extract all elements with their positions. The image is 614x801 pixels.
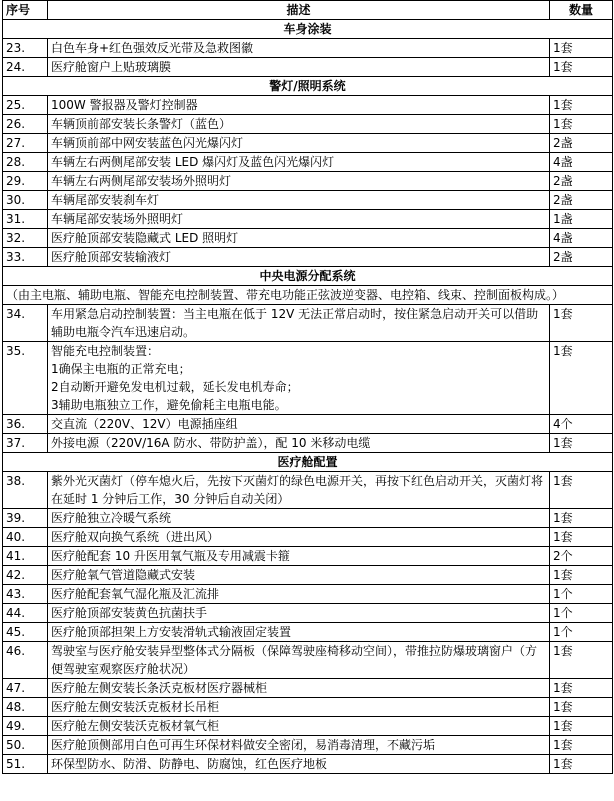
item-description <box>48 210 550 229</box>
section-title: 车身涂装 <box>3 20 613 39</box>
table-row <box>3 210 613 229</box>
table-row <box>3 134 613 153</box>
item-quantity: 4个 <box>550 415 613 434</box>
description-line: 医疗舱窗户上贴玻璃膜 <box>51 60 172 74</box>
description-line: 交直流（220V、12V）电源插座组 <box>51 417 238 431</box>
description-line: 车辆尾部安装刹车灯 <box>51 193 160 207</box>
table-row <box>3 58 613 77</box>
table-row <box>3 755 613 774</box>
item-number: 38. <box>3 472 48 509</box>
section-header-row <box>3 453 613 472</box>
description-line: 外接电源（220V/16A 防水、带防护盖），配 10 米移动电缆 <box>51 436 371 450</box>
equipment-spec-table <box>2 0 613 774</box>
item-description <box>48 623 550 642</box>
item-number: 32. <box>3 229 48 248</box>
item-description <box>48 604 550 623</box>
description-line: 车用紧急启动控制装置：当主电瓶在低于 12V 无法正常启动时，按住紧急启动开关可以借助辅助电瓶令汽车迅速启动。 <box>51 307 539 339</box>
description-line: 车辆顶前部安装长条警灯（蓝色） <box>51 117 232 131</box>
item-description <box>48 248 550 267</box>
table-row <box>3 229 613 248</box>
description-line: 2自动断开避免发电机过载，延长发电机寿命； <box>51 380 299 394</box>
table-row <box>3 39 613 58</box>
item-number: 29. <box>3 172 48 191</box>
table-row <box>3 528 613 547</box>
item-quantity: 1个 <box>550 623 613 642</box>
description-line: 医疗舱左侧安装沃克板材长吊柜 <box>51 700 220 714</box>
item-quantity: 1套 <box>550 96 613 115</box>
description-line: 车辆左右两侧尾部安装 LED 爆闪灯及蓝色闪光爆闪灯 <box>51 155 335 169</box>
table-row <box>3 342 613 415</box>
description-line: 紫外光灭菌灯（停车熄火后，先按下灭菌灯的绿色电源开关，再按下红色启动开关，灭菌灯将在延时 1 分钟后工作，30 分钟后自动关闭） <box>51 474 544 506</box>
item-description <box>48 153 550 172</box>
table-row <box>3 434 613 453</box>
item-quantity: 1套 <box>550 698 613 717</box>
item-description <box>48 172 550 191</box>
table-body <box>3 20 613 774</box>
item-description <box>48 509 550 528</box>
description-line: 医疗舱独立冷暖气系统 <box>51 511 172 525</box>
item-number: 26. <box>3 115 48 134</box>
item-number: 28. <box>3 153 48 172</box>
table-row <box>3 415 613 434</box>
description-line: 白色车身+红色强效反光带及急救图徽 <box>51 41 254 55</box>
item-description <box>48 472 550 509</box>
header-desc: 描述 <box>48 1 550 20</box>
table-row <box>3 153 613 172</box>
item-description <box>48 434 550 453</box>
table-row <box>3 115 613 134</box>
item-description <box>48 566 550 585</box>
section-header-row <box>3 77 613 96</box>
item-quantity: 1盏 <box>550 210 613 229</box>
item-number: 25. <box>3 96 48 115</box>
item-quantity: 2个 <box>550 547 613 566</box>
item-description <box>48 736 550 755</box>
table-header-row <box>3 1 613 20</box>
table-row <box>3 96 613 115</box>
item-number: 45. <box>3 623 48 642</box>
item-quantity: 1套 <box>550 472 613 509</box>
item-quantity: 1套 <box>550 566 613 585</box>
item-quantity: 1套 <box>550 342 613 415</box>
item-quantity: 2盏 <box>550 248 613 267</box>
table-row <box>3 191 613 210</box>
table-row <box>3 623 613 642</box>
description-line: 车辆左右两侧尾部安装场外照明灯 <box>51 174 232 188</box>
description-line: 驾驶室与医疗舱安装异型整体式分隔板（保障驾驶座椅移动空间），带推拉防爆玻璃窗户（方便驾驶室观察医疗舱状况） <box>51 644 538 676</box>
table-row <box>3 679 613 698</box>
table-row <box>3 698 613 717</box>
description-line: 3辅助电瓶独立工作，避免偷耗主电瓶电能。 <box>51 398 287 412</box>
table-row <box>3 172 613 191</box>
item-description <box>48 191 550 210</box>
table-row <box>3 547 613 566</box>
section-note-row <box>3 286 613 305</box>
item-quantity: 1个 <box>550 604 613 623</box>
item-number: 39. <box>3 509 48 528</box>
table-row <box>3 509 613 528</box>
table-row <box>3 472 613 509</box>
item-description <box>48 717 550 736</box>
table-row <box>3 642 613 679</box>
item-quantity: 1套 <box>550 717 613 736</box>
item-number: 41. <box>3 547 48 566</box>
item-number: 36. <box>3 415 48 434</box>
item-quantity: 2盏 <box>550 191 613 210</box>
item-description <box>48 96 550 115</box>
item-number: 23. <box>3 39 48 58</box>
item-quantity: 1套 <box>550 305 613 342</box>
item-number: 50. <box>3 736 48 755</box>
description-line: 医疗舱左侧安装长条沃克板材医疗器械柜 <box>51 681 268 695</box>
description-line: 1确保主电瓶的正常充电； <box>51 362 191 376</box>
description-line: 医疗舱顶部安装输液灯 <box>51 250 172 264</box>
item-description <box>48 134 550 153</box>
item-number: 35. <box>3 342 48 415</box>
item-description <box>48 305 550 342</box>
item-description <box>48 39 550 58</box>
section-title: 医疗舱配置 <box>3 453 613 472</box>
item-number: 30. <box>3 191 48 210</box>
item-number: 33. <box>3 248 48 267</box>
table-row <box>3 248 613 267</box>
item-description <box>48 642 550 679</box>
description-line: 医疗舱双向换气系统（进出风） <box>51 530 220 544</box>
item-number: 34. <box>3 305 48 342</box>
description-line: 医疗舱顶侧部用白色可再生环保材料做安全密闭，易消毒清理，不藏污垢 <box>51 738 436 752</box>
table-row <box>3 736 613 755</box>
description-line: 医疗舱顶部安装隐藏式 LED 照明灯 <box>51 231 239 245</box>
item-quantity: 1套 <box>550 509 613 528</box>
item-quantity: 1套 <box>550 679 613 698</box>
item-quantity: 1套 <box>550 755 613 774</box>
description-line: 智能充电控制装置： <box>51 344 160 358</box>
item-quantity: 2盏 <box>550 172 613 191</box>
item-number: 27. <box>3 134 48 153</box>
table-row <box>3 566 613 585</box>
description-line: 医疗舱配套 10 升医用氧气瓶及专用减震卡箍 <box>51 549 290 563</box>
item-description <box>48 528 550 547</box>
item-description <box>48 585 550 604</box>
item-quantity: 4盏 <box>550 229 613 248</box>
table-row <box>3 585 613 604</box>
table-row <box>3 305 613 342</box>
description-line: 医疗舱配套氧气湿化瓶及汇流排 <box>51 587 220 601</box>
item-number: 37. <box>3 434 48 453</box>
description-line: 环保型防水、防滑、防静电、防腐蚀，红色医疗地板 <box>51 757 328 771</box>
item-quantity: 1套 <box>550 39 613 58</box>
item-quantity: 4盏 <box>550 153 613 172</box>
item-description <box>48 229 550 248</box>
section-header-row <box>3 20 613 39</box>
item-description <box>48 679 550 698</box>
header-qty: 数量 <box>550 1 613 20</box>
description-line: 车辆顶前部中网安装蓝色闪光爆闪灯 <box>51 136 244 150</box>
item-quantity: 1套 <box>550 434 613 453</box>
section-note: （由主电瓶、辅助电瓶、智能充电控制装置、带充电功能正弦波逆变器、电控箱、线束、控制面板构成。） <box>3 286 613 305</box>
item-description <box>48 342 550 415</box>
section-title: 警灯/照明系统 <box>3 77 613 96</box>
item-description <box>48 547 550 566</box>
item-quantity: 1套 <box>550 528 613 547</box>
description-line: 医疗舱顶部安装黄色抗菌扶手 <box>51 606 208 620</box>
item-number: 24. <box>3 58 48 77</box>
item-number: 42. <box>3 566 48 585</box>
item-number: 48. <box>3 698 48 717</box>
item-number: 44. <box>3 604 48 623</box>
item-description <box>48 755 550 774</box>
item-quantity: 2盏 <box>550 134 613 153</box>
item-description <box>48 58 550 77</box>
item-number: 47. <box>3 679 48 698</box>
item-description <box>48 698 550 717</box>
section-header-row <box>3 267 613 286</box>
description-line: 100W 警报器及警灯控制器 <box>51 98 198 112</box>
description-line: 医疗舱氧气管道隐藏式安装 <box>51 568 196 582</box>
item-quantity: 1套 <box>550 642 613 679</box>
description-line: 医疗舱左侧安装沃克板材氧气柜 <box>51 719 220 733</box>
item-number: 31. <box>3 210 48 229</box>
header-no: 序号 <box>3 1 48 20</box>
description-line: 医疗舱顶部担架上方安装滑轨式输液固定装置 <box>51 625 292 639</box>
item-number: 49. <box>3 717 48 736</box>
item-number: 40. <box>3 528 48 547</box>
item-quantity: 1个 <box>550 585 613 604</box>
item-description <box>48 415 550 434</box>
table-row <box>3 604 613 623</box>
item-quantity: 1套 <box>550 736 613 755</box>
item-description <box>48 115 550 134</box>
item-number: 51. <box>3 755 48 774</box>
item-quantity: 1套 <box>550 115 613 134</box>
table-row <box>3 717 613 736</box>
item-quantity: 1套 <box>550 58 613 77</box>
item-number: 46. <box>3 642 48 679</box>
item-number: 43. <box>3 585 48 604</box>
description-line: 车辆尾部安装场外照明灯 <box>51 212 184 226</box>
section-title: 中央电源分配系统 <box>3 267 613 286</box>
